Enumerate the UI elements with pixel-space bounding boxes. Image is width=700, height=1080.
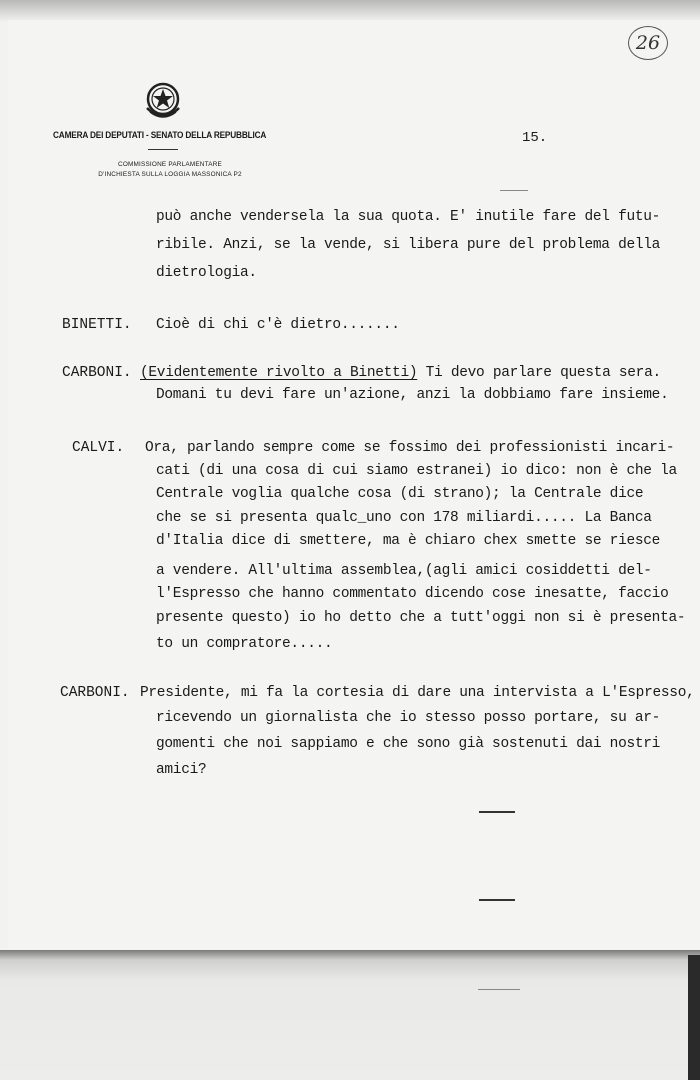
next-page-edge xyxy=(0,950,700,1080)
transcript-line: cati (di una cosa di cui siamo estranei) io dico: non è che la xyxy=(156,463,677,479)
transcript-line: to un compratore..... xyxy=(156,636,333,652)
transcript-line: Ora, parlando sempre come se fossimo dei professionisti incari- xyxy=(145,440,675,456)
scan-mark xyxy=(478,989,520,990)
transcript-line: Centrale voglia qualche cosa (di strano); la Centrale dice xyxy=(156,486,644,502)
speaker-carboni: CARBONI. xyxy=(62,365,132,381)
stage-direction: (Evidentemente rivolto a Binetti) xyxy=(140,365,418,381)
transcript-line: Domani tu devi fare un'azione, anzi la dobbiamo fare insieme. xyxy=(156,387,669,403)
commission-line-1: COMMISSIONE PARLAMENTARE xyxy=(118,161,222,168)
transcript-line: può anche vendersela la sua quota. E' inutile fare del futu- xyxy=(156,209,661,225)
transcript-line xyxy=(140,365,661,381)
transcript-line-rest: Ti devo parlare questa sera. xyxy=(417,365,661,381)
transcript-line: l'Espresso che hanno commentato dicendo cose inesatte, faccio xyxy=(156,586,669,602)
speaker-calvi: CALVI. xyxy=(72,440,125,456)
speaker-binetti: BINETTI. xyxy=(62,317,132,333)
transcript-line: d'Italia dice di smettere, ma è chiaro chex smette se riesce xyxy=(156,533,661,549)
transcript-line: Presidente, mi fa la cortesia di dare una intervista a L'Espresso, xyxy=(140,685,695,701)
page-number: 15. xyxy=(522,130,548,146)
speaker-carboni: CARBONI. xyxy=(60,685,130,701)
chamber-heading: CAMERA DEI DEPUTATI - SENATO DELLA REPUBBLICA xyxy=(53,129,267,140)
commission-line-2: D'INCHIESTA SULLA LOGGIA MASSONICA P2 xyxy=(98,171,242,178)
transcript-line: ricevendo un giornalista che io stesso posso portare, su ar- xyxy=(156,710,661,726)
italian-republic-emblem-icon xyxy=(142,78,184,122)
end-dash xyxy=(479,899,515,901)
transcript-line: che se si presenta qualc_uno con 178 miliardi..... La Banca xyxy=(156,510,652,526)
transcript-line: gomenti che noi sappiamo e che sono già sostenuti dai nostri xyxy=(156,736,661,752)
commission-heading xyxy=(60,160,280,180)
transcript-line: dietrologia. xyxy=(156,265,257,281)
archive-number-stamp: 26 xyxy=(628,26,668,60)
scan-right-edge xyxy=(688,955,700,1080)
transcript-line: presente questo) io ho detto che a tutt'oggi non si è presenta- xyxy=(156,610,686,626)
scan-top-edge xyxy=(0,0,700,22)
transcript-line: amici? xyxy=(156,762,207,778)
end-dash xyxy=(479,811,515,813)
heading-rule xyxy=(148,149,178,150)
transcript-line: ribile. Anzi, se la vende, si libera pure del problema della xyxy=(156,237,661,253)
transcript-line: a vendere. All'ultima assemblea,(agli amici cosiddetti del- xyxy=(156,563,652,579)
transcript-line: Cioè di chi c'è dietro....... xyxy=(156,317,400,333)
scan-mark xyxy=(500,190,528,191)
